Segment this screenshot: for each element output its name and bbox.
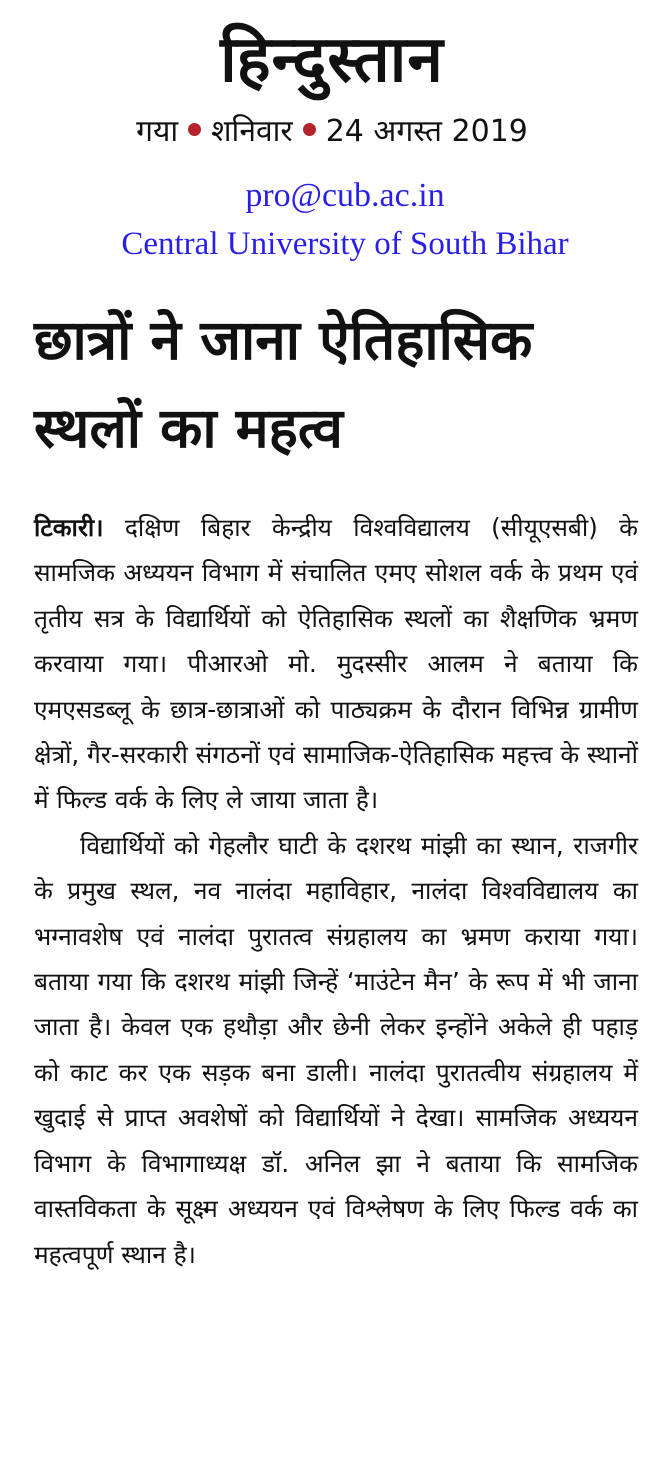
separator-dot-icon xyxy=(188,123,201,136)
edition-dateline xyxy=(0,112,664,152)
edition-weekday: शनिवार xyxy=(211,114,293,149)
article-paragraph-1-text: दक्षिण बिहार केन्द्रीय विश्वविद्यालय (सीयूएसबी) के सामजिक अध्ययन विभाग में संचालित एमए सोशल वर्क के प्रथम एवं तृतीय सत्र के विद्यार्थियों को ऐतिहासिक स्थलों का शैक्षणिक भ्रमण करवाया गया। पीआरओ मो. मुदस्सीर आलम ने बताया कि एमएसडब्लू के छात्र-छात्राओं को पाठ्यक्रम के दौरान विभिन्न ग्रामीण क्षेत्रों, गैर-सरकारी संगठनों एवं सामाजिक-ऐतिहासिक महत्त्व के स्थानों में फिल्ड वर्क के लिए ले जाया जाता है। xyxy=(34,513,638,815)
article-place: टिकारी। xyxy=(34,513,104,542)
edition-date: 24 अगस्त 2019 xyxy=(325,114,528,149)
article-paragraph-2: विद्यार्थियों को गेहलौर घाटी के दशरथ मांझी का स्थान, राजगीर के प्रमुख स्थल, नव नालंदा महाविहार, नालंदा विश्वविद्यालय का भग्नावशेष एवं नालंदा पुरातत्व संग्रहालय का भ्रमण कराया गया। बताया गया कि दशरथ मांझी जिन्हें ‘माउंटेन मैन’ के रूप में भी जाना जाता है। केवल एक हथौड़ा और छेनी लेकर इन्होंने अकेले ही पहाड़ को काट कर एक सड़क बना डाली। नालंदा पुरातत्वीय संग्रहालय में खुदाई से प्राप्त अवशेषों को विद्यार्थियों ने देखा। सामजिक अध्ययन विभाग के विभागाध्यक्ष डॉ. अनिल झा ने बताया कि सामजिक वास्तविकता के सूक्ष्म अध्ययन एवं विश्लेषण के लिए फिल्ड वर्क का महत्वपूर्ण स्थान है। xyxy=(34,830,638,1269)
article-paragraph-1 xyxy=(34,505,638,823)
article-body xyxy=(34,505,638,1277)
source-university: Central University of South Bihar xyxy=(121,226,569,262)
article-headline: छात्रों ने जाना ऐतिहासिक स्थलों का महत्व xyxy=(34,308,533,460)
source-email: pro@cub.ac.in xyxy=(245,177,445,214)
separator-dot-icon xyxy=(303,123,316,136)
newspaper-masthead: हिन्दुस्तान xyxy=(220,22,444,97)
edition-city: गया xyxy=(136,114,179,149)
